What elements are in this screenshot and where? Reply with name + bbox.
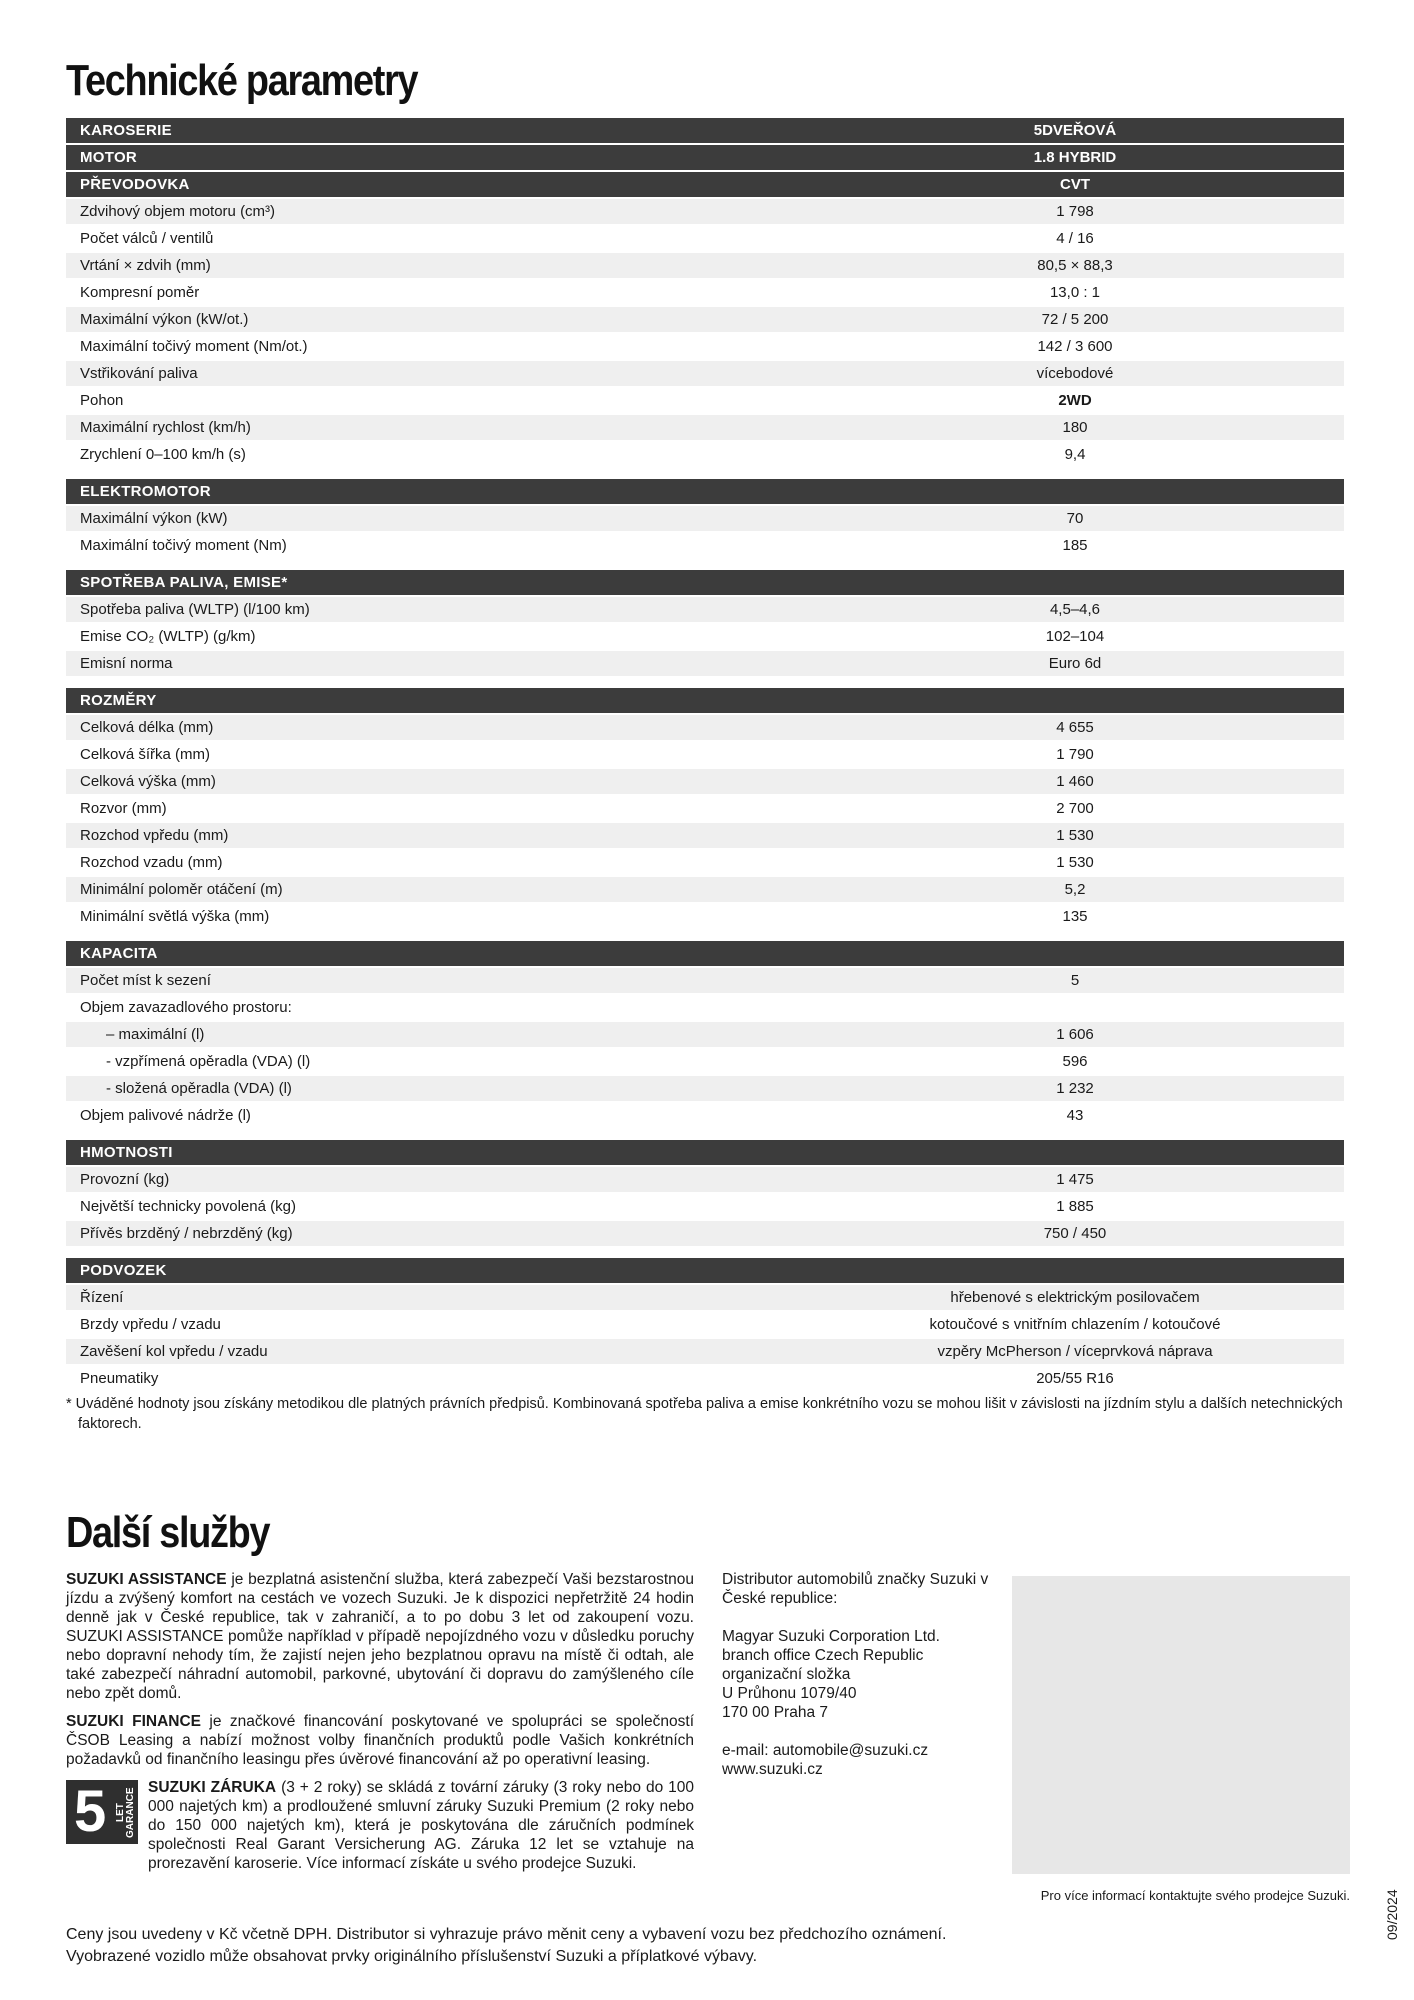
section-title: KAROSERIE [80, 122, 172, 139]
distributor-name: Magyar Suzuki Corporation Ltd. [722, 1628, 940, 1645]
spec-row [66, 769, 1344, 794]
distributor-branch: branch office Czech Republic [722, 1647, 924, 1664]
spec-row [66, 533, 1344, 558]
spec-row [66, 199, 1344, 224]
spec-row [66, 1022, 1344, 1047]
spec-label: Provozní (kg) [80, 1171, 170, 1188]
spec-value: 13,0 : 1 [1049, 284, 1101, 301]
spec-label: Zdvihový objem motoru (cm³) [80, 203, 276, 220]
spec-row [66, 1167, 1344, 1192]
spec-label: Řízení [80, 1289, 124, 1306]
spec-label: Maximální rychlost (km/h) [80, 419, 251, 436]
warranty-badge-icon [66, 1780, 138, 1844]
spec-value: 1 606 [1056, 1026, 1094, 1043]
spec-label: Přívěs brzděný / nebrzděný (kg) [80, 1225, 293, 1242]
spec-value: 1 530 [1056, 827, 1094, 844]
spec-row [66, 796, 1344, 821]
spec-value: vzpěry McPherson / víceprvková náprava [937, 1343, 1213, 1360]
assistance-paragraph [66, 1570, 694, 1703]
section-value: 5DVEŘOVÁ [1033, 122, 1117, 139]
spec-value: 1 798 [1056, 203, 1094, 220]
section-value: CVT [1060, 176, 1090, 193]
spec-label: Emisní norma [80, 655, 173, 672]
spec-value: 70 [1066, 510, 1084, 527]
spec-value: 80,5 × 88,3 [1037, 257, 1113, 274]
spec-label: Objem palivové nádrže (l) [80, 1107, 251, 1124]
spec-value: 750 / 450 [1043, 1225, 1107, 1242]
bottom-note [66, 1924, 1166, 1968]
spec-label: Maximální točivý moment (Nm) [80, 537, 287, 554]
spec-value: 1 885 [1056, 1198, 1094, 1215]
spec-label: Objem zavazadlového prostoru: [80, 999, 292, 1016]
spec-value: 185 [1062, 537, 1088, 554]
spec-row [66, 226, 1344, 251]
section-title: SPOTŘEBA PALIVA, EMISE* [80, 574, 288, 591]
distributor-city: 170 00 Praha 7 [722, 1704, 829, 1721]
spec-row [66, 1339, 1344, 1364]
spec-value: 2 700 [1056, 800, 1094, 817]
spec-row [66, 1285, 1344, 1310]
print-date: 09/2024 [1384, 1889, 1400, 1940]
spec-value: 1 530 [1056, 854, 1094, 871]
assistance-text: je bezplatná asistenční služba, která zabezpečí Vaši bezstarostnou jízdu a zvýšený komfort na cestách ve vozech Suzuki. Je k dispozici nepřetržitě 24 hodin denně jak v České republice, tak v zahraničí, a to po dobu 3 let od zakoupení vozu. SUZUKI ASSISTANCE pomůže například v případě nepojízdného vozu v důsledku poruchy nebo dopravní nehody tím, že zajistí nejen jeho bezplatnou opravu na místě či odtah, ale také zabezpečí náhradní automobil, parkovné, ubytování či dopravu do zamýšleného cíle nebo zpět domů. [66, 1571, 694, 1702]
finance-paragraph [66, 1712, 694, 1769]
distributor-address [722, 1627, 992, 1722]
spec-row [66, 995, 1344, 1020]
warranty-paragraph [66, 1778, 694, 1873]
spec-label: – maximální (l) [106, 1026, 205, 1043]
spec-label: Brzdy vpředu / vzadu [80, 1316, 221, 1333]
spec-row [66, 388, 1344, 413]
spec-row [66, 651, 1344, 676]
spec-value: 1 460 [1056, 773, 1094, 790]
spec-label: Vstřikování paliva [80, 365, 198, 382]
spec-value: 72 / 5 200 [1041, 311, 1109, 328]
spec-label: Maximální výkon (kW/ot.) [80, 311, 249, 328]
distributor-intro: Distributor automobilů značky Suzuki v České republice: [722, 1571, 989, 1607]
footnote [66, 1394, 1346, 1434]
spec-row [66, 442, 1344, 467]
footnote-text: * Uváděné hodnoty jsou získány metodikou dle platných právních předpisů. Kombinovaná spotřeba paliva a emise konkrétního vozu se mohou lišit v závislosti na jízdním stylu a dalších netechnických faktorech. [66, 1396, 1343, 1432]
bottom-note-prices: Ceny jsou uvedeny v Kč včetně DPH. Distributor si vyhrazuje právo měnit ceny a vybavení vozu bez předchozího oznámení. [66, 1926, 947, 1943]
spec-row [66, 280, 1344, 305]
spec-label: - vzpřímená opěradla (VDA) (l) [106, 1053, 311, 1070]
spec-row [66, 968, 1344, 993]
services-title: Další služby [66, 1508, 270, 1557]
section-title: ELEKTROMOTOR [80, 483, 211, 500]
spec-label: Vrtání × zdvih (mm) [80, 257, 211, 274]
spec-value: 4 / 16 [1056, 230, 1094, 247]
section-header [66, 172, 1344, 197]
spec-label: Maximální točivý moment (Nm/ot.) [80, 338, 308, 355]
spec-label: Maximální výkon (kW) [80, 510, 228, 527]
spec-value: 1 790 [1056, 746, 1094, 763]
spec-row [66, 1312, 1344, 1337]
section-header [66, 479, 1344, 504]
section-title: ROZMĚRY [80, 692, 157, 709]
page-title: Technické parametry [66, 56, 418, 105]
spec-row [66, 1049, 1344, 1074]
warranty-text: (3 + 2 roky) se skládá z tovární záruky (3 roky nebo do 100 000 najetých km) a prodloužené smluvní záruky Suzuki Premium (2 roky nebo do 150 000 najetých km), která je poskytována dle záručních podmínek společnosti Real Garant Versicherung AG. Záruka 12 let se vztahuje na prorezavění karoserie. Více informací získáte u svého prodejce Suzuki. [148, 1779, 695, 1872]
spec-value: 180 [1062, 419, 1088, 436]
spec-row [66, 415, 1344, 440]
spec-label: Spotřeba paliva (WLTP) (l/100 km) [80, 601, 310, 618]
distributor-web[interactable]: www.suzuki.cz [722, 1761, 823, 1778]
spec-value: 1 475 [1056, 1171, 1094, 1188]
spec-value: 135 [1062, 908, 1088, 925]
section-title: HMOTNOSTI [80, 1144, 173, 1161]
spec-value: 4 655 [1056, 719, 1094, 736]
spec-value: 142 / 3 600 [1037, 338, 1113, 355]
distributor-contacts [722, 1741, 992, 1779]
spec-value: 1 232 [1056, 1080, 1094, 1097]
spec-row [66, 1103, 1344, 1128]
spec-label: Pohon [80, 392, 124, 409]
spec-row [66, 1221, 1344, 1246]
spec-label: Minimální světlá výška (mm) [80, 908, 270, 925]
section-header [66, 1258, 1344, 1283]
spec-label: Největší technicky povolená (kg) [80, 1198, 296, 1215]
spec-row [66, 253, 1344, 278]
spec-value: 43 [1066, 1107, 1084, 1124]
spec-row [66, 877, 1344, 902]
section-title: PODVOZEK [80, 1262, 167, 1279]
warranty-label: SUZUKI ZÁRUKA [148, 1779, 277, 1796]
distributor-street: U Průhonu 1079/40 [722, 1685, 857, 1702]
spec-table [66, 118, 1344, 1393]
spec-label: Celková šířka (mm) [80, 746, 211, 763]
spec-label: Rozchod vpředu (mm) [80, 827, 229, 844]
distributor-email[interactable]: e-mail: automobile@suzuki.cz [722, 1742, 929, 1759]
spec-row [66, 624, 1344, 649]
spec-label: Celková délka (mm) [80, 719, 214, 736]
spec-value: Euro 6d [1048, 655, 1102, 672]
section-header [66, 941, 1344, 966]
spec-row [66, 742, 1344, 767]
distributor-unit: organizační složka [722, 1666, 851, 1683]
badge-number: 5 [74, 1779, 107, 1844]
spec-label: Rozchod vzadu (mm) [80, 854, 223, 871]
spec-value: 596 [1062, 1053, 1088, 1070]
spec-value: 9,4 [1064, 446, 1086, 463]
distributor-column [722, 1570, 992, 1798]
spec-value: 205/55 R16 [1036, 1370, 1114, 1387]
spec-label: Počet válců / ventilů [80, 230, 214, 247]
spec-value: 2WD [1058, 392, 1092, 409]
spec-value: vícebodové [1036, 365, 1114, 382]
section-header [66, 145, 1344, 170]
finance-label: SUZUKI FINANCE [66, 1713, 201, 1730]
section-header [66, 570, 1344, 595]
badge-text: LET GARANCE [115, 1787, 136, 1839]
spec-value: kotoučové s vnitřním chlazením / kotoučové [929, 1316, 1221, 1333]
section-header [66, 688, 1344, 713]
section-title: KAPACITA [80, 945, 158, 962]
section-value: 1.8 HYBRID [1033, 149, 1117, 166]
spec-row [66, 1194, 1344, 1219]
spec-row [66, 506, 1344, 531]
spec-label: Celková výška (mm) [80, 773, 216, 790]
spec-value: 5 [1070, 972, 1080, 989]
spec-value: hřebenové s elektrickým posilovačem [950, 1289, 1200, 1306]
spec-row [66, 597, 1344, 622]
spec-value: 4,5–4,6 [1049, 601, 1101, 618]
spec-row [66, 307, 1344, 332]
spec-label: Minimální poloměr otáčení (m) [80, 881, 283, 898]
spec-label: Emise CO₂ (WLTP) (g/km) [80, 628, 256, 645]
contact-note: Pro více informací kontaktujte svého prodejce Suzuki. [1040, 1888, 1350, 1903]
spec-row [66, 1366, 1344, 1391]
section-header [66, 118, 1344, 143]
spec-label: - složená opěradla (VDA) (l) [106, 1080, 292, 1097]
spec-row [66, 823, 1344, 848]
dealer-stamp-area [1012, 1576, 1350, 1874]
spec-row [66, 1076, 1344, 1101]
spec-row [66, 904, 1344, 929]
spec-row [66, 715, 1344, 740]
spec-row [66, 361, 1344, 386]
spec-label: Pneumatiky [80, 1370, 159, 1387]
services-column [66, 1570, 694, 1882]
spec-label: Rozvor (mm) [80, 800, 167, 817]
spec-value: 102–104 [1045, 628, 1105, 645]
section-title: PŘEVODOVKA [80, 176, 190, 193]
spec-label: Zrychlení 0–100 km/h (s) [80, 446, 246, 463]
spec-label: Zavěšení kol vpředu / vzadu [80, 1343, 268, 1360]
bottom-note-vehicle: Vyobrazené vozidlo může obsahovat prvky originálního příslušenství Suzuki a příplatkové výbavy. [66, 1948, 758, 1965]
spec-row [66, 334, 1344, 359]
spec-value: 5,2 [1064, 881, 1086, 898]
finance-text: je značkové financování poskytované ve spolupráci se společností ČSOB Leasing a nabízí možnost volby finančních produktů podle Vašich konkrétních požadavků od finančního leasingu přes úvěrové financování až po operativní leasing. [66, 1713, 694, 1768]
spec-label: Počet míst k sezení [80, 972, 211, 989]
section-title: MOTOR [80, 149, 138, 166]
spec-row [66, 850, 1344, 875]
section-header [66, 1140, 1344, 1165]
assistance-label: SUZUKI ASSISTANCE [66, 1571, 227, 1588]
spec-label: Kompresní poměr [80, 284, 200, 301]
